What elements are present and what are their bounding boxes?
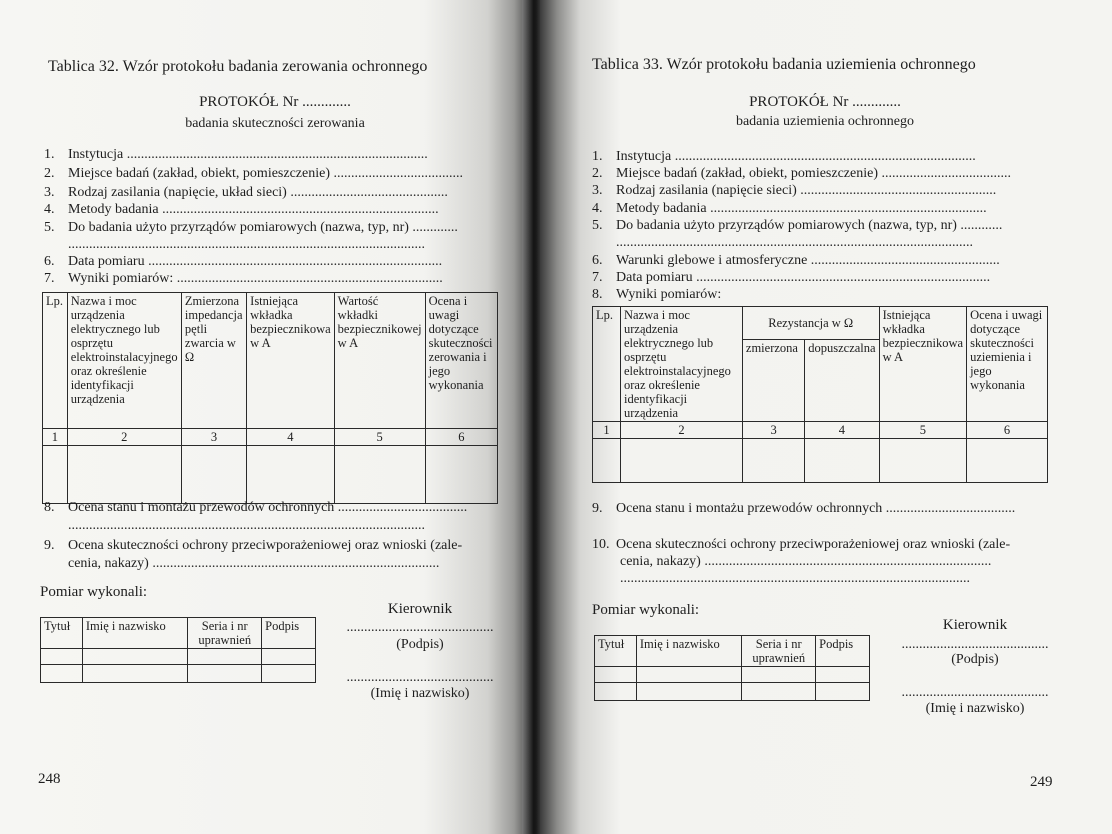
col-number: 5 [879, 422, 967, 439]
col-number: 6 [425, 429, 497, 446]
staff-header-signature: Podpis [262, 618, 316, 649]
right-results-table [592, 306, 1048, 483]
left-item-9-cont: cenia, nakazy) .................................................................................. [68, 556, 440, 571]
staff-header-name: Imię i nazwisko [636, 636, 741, 667]
table-cell[interactable] [262, 649, 316, 665]
right-measured-by: Pomiar wykonali: [592, 602, 700, 618]
right-item-10-cont: cenia, nakazy) .................................................................................. [620, 554, 992, 569]
right-item-7: 7. Data pomiaru .................................................................................... [592, 270, 991, 285]
right-page [540, 0, 1112, 834]
table-cell[interactable] [82, 665, 187, 683]
col-number: 5 [334, 429, 425, 446]
table-cell[interactable] [593, 439, 621, 483]
staff-header-title: Tytuł [41, 618, 83, 649]
left-item-5: 5. Do badania użyto przyrządów pomiarowych (nazwa, typ, nr) ............. [44, 220, 458, 235]
right-name-caption: (Imię i nazwisko) [925, 701, 1025, 716]
table-cell[interactable] [620, 439, 742, 483]
left-name-caption: (Imię i nazwisko) [370, 686, 470, 701]
left-measured-by: Pomiar wykonali: [40, 584, 148, 600]
header-resistance: Rezystancja w Ω [742, 307, 879, 340]
staff-header-title: Tytuł [595, 636, 637, 667]
right-name-line: .......................................... [901, 685, 1049, 700]
left-sign-line: .......................................... [346, 620, 494, 635]
right-protocol-label: PROTOKÓŁ Nr ............. [749, 94, 901, 110]
table-cell[interactable] [879, 439, 967, 483]
right-page-number: 249 [1030, 774, 1053, 790]
left-item-3: 3. Rodzaj zasilania (napięcie, układ sieci) ............................................. [44, 185, 448, 200]
col-number: 2 [620, 422, 742, 439]
table-cell[interactable] [247, 446, 335, 504]
staff-header-signature: Podpis [816, 636, 870, 667]
left-item-5-cont: ...................................................................................................... [68, 237, 425, 252]
left-item-7: 7. Wyniki pomiarów: ............................................................................ [44, 271, 443, 286]
table-cell[interactable] [425, 446, 497, 504]
col-number: 1 [43, 429, 68, 446]
left-manager-label: Kierownik [387, 601, 453, 617]
header-measured: zmierzona [742, 339, 804, 421]
header-assessment: Ocena i uwagi dotyczące skuteczności uziemienia i jego wykonania [967, 307, 1048, 422]
header-fuse-value: Wartość wkładki bezpiecznikowej w A [334, 293, 425, 429]
table-cell[interactable] [816, 667, 870, 683]
left-protocol-subtitle: badania skuteczności zerowania [185, 116, 365, 131]
left-table-title: Tablica 32. Wzór protokołu badania zerowania ochronnego [48, 58, 428, 75]
col-number: 4 [247, 429, 335, 446]
header-allowed: dopuszczalna [805, 339, 879, 421]
table-cell[interactable] [636, 683, 741, 701]
left-name-line: .......................................... [346, 670, 494, 685]
right-manager-label: Kierownik [942, 617, 1008, 633]
header-assessment: Ocena i uwagi dotyczące skuteczności zerowania i jego wykonania [425, 293, 497, 429]
header-lp: Lp. [593, 307, 621, 422]
staff-header-license: Seria i nr uprawnień [742, 636, 816, 667]
staff-header-name: Imię i nazwisko [82, 618, 187, 649]
right-staff-table [594, 635, 870, 701]
right-item-9: 9. Ocena stanu i montażu przewodów ochronnych ..................................... [592, 501, 1016, 516]
left-item-9: 9. Ocena skuteczności ochrony przeciwporażeniowej oraz wnioski (zale- [44, 538, 463, 553]
table-cell[interactable] [41, 665, 83, 683]
right-signature-caption: (Podpis) [951, 652, 999, 667]
right-item-10: 10. Ocena skuteczności ochrony przeciwporażeniowej oraz wnioski (zale- [592, 537, 1011, 552]
right-protocol-subtitle: badania uziemienia ochronnego [735, 114, 915, 129]
right-item-5: 5. Do badania użyto przyrządów pomiarowych (nazwa, typ, nr) ............ [592, 218, 1003, 233]
header-fuse-existing: Istniejąca wkładka bezpiecznikowa w A [879, 307, 967, 422]
header-device: Nazwa i moc urządzenia elektrycznego lub osprzętu elektroinstalacyjnego oraz określenie identyfikacji urządzenia [67, 293, 181, 429]
left-staff-table [40, 617, 316, 683]
left-page-number: 248 [38, 771, 61, 787]
col-number: 3 [181, 429, 246, 446]
right-item-1: 1. Instytucja ...................................................................................... [592, 149, 976, 164]
left-protocol-label: PROTOKÓŁ Nr ............. [199, 94, 351, 110]
left-page [0, 0, 530, 834]
table-cell[interactable] [181, 446, 246, 504]
left-item-4: 4. Metody badania ............................................................................... [44, 202, 439, 217]
left-item-6: 6. Data pomiaru .................................................................................... [44, 254, 443, 269]
right-item-2: 2. Miejsce badań (zakład, obiekt, pomieszczenie) ..................................... [592, 166, 1011, 181]
header-device: Nazwa i moc urządzenia elektrycznego lub osprzętu elektroinstalacyjnego oraz określenie identyfikacji urządzenia [620, 307, 742, 422]
table-cell[interactable] [67, 446, 181, 504]
right-item-4: 4. Metody badania ............................................................................... [592, 201, 987, 216]
right-item-6: 6. Warunki glebowe i atmosferyczne ...................................................... [592, 253, 1000, 268]
col-number: 3 [742, 422, 804, 439]
header-impedance: Zmierzona impedancja pętli zwarcia w Ω [181, 293, 246, 429]
col-number: 4 [805, 422, 879, 439]
col-number: 1 [593, 422, 621, 439]
table-cell[interactable] [41, 649, 83, 665]
left-item-8-cont: ...................................................................................................... [68, 518, 425, 533]
table-cell[interactable] [742, 667, 816, 683]
staff-header-license: Seria i nr uprawnień [188, 618, 262, 649]
left-signature-caption: (Podpis) [396, 637, 444, 652]
table-cell[interactable] [967, 439, 1048, 483]
left-item-1: 1. Instytucja ...................................................................................... [44, 147, 428, 162]
left-item-2: 2. Miejsce badań (zakład, obiekt, pomieszczenie) ..................................... [44, 166, 463, 181]
table-cell[interactable] [816, 683, 870, 701]
table-cell[interactable] [43, 446, 68, 504]
header-fuse-existing: Istniejąca wkładka bezpiecznikowa w A [247, 293, 335, 429]
col-number: 6 [967, 422, 1048, 439]
table-cell[interactable] [595, 683, 637, 701]
header-lp: Lp. [43, 293, 68, 429]
right-item-8: 8. Wyniki pomiarów: [592, 287, 722, 302]
right-table-title: Tablica 33. Wzór protokołu badania uziemienia ochronnego [592, 56, 976, 73]
table-cell[interactable] [805, 439, 879, 483]
table-cell[interactable] [188, 665, 262, 683]
table-cell[interactable] [636, 667, 741, 683]
col-number: 2 [67, 429, 181, 446]
right-item-5-cont: ...................................................................................................... [616, 235, 973, 250]
table-cell[interactable] [742, 439, 804, 483]
table-cell[interactable] [188, 649, 262, 665]
right-item-3: 3. Rodzaj zasilania (napięcie sieci) ........................................................ [592, 183, 997, 198]
table-cell[interactable] [82, 649, 187, 665]
left-item-8: 8. Ocena stanu i montażu przewodów ochronnych ..................................... [44, 500, 468, 515]
table-cell[interactable] [334, 446, 425, 504]
left-results-table [42, 292, 498, 504]
table-cell[interactable] [742, 683, 816, 701]
table-cell[interactable] [262, 665, 316, 683]
right-sign-line: .......................................... [901, 637, 1049, 652]
right-item-10-cont2: .................................................................................................... [620, 571, 970, 586]
table-cell[interactable] [595, 667, 637, 683]
